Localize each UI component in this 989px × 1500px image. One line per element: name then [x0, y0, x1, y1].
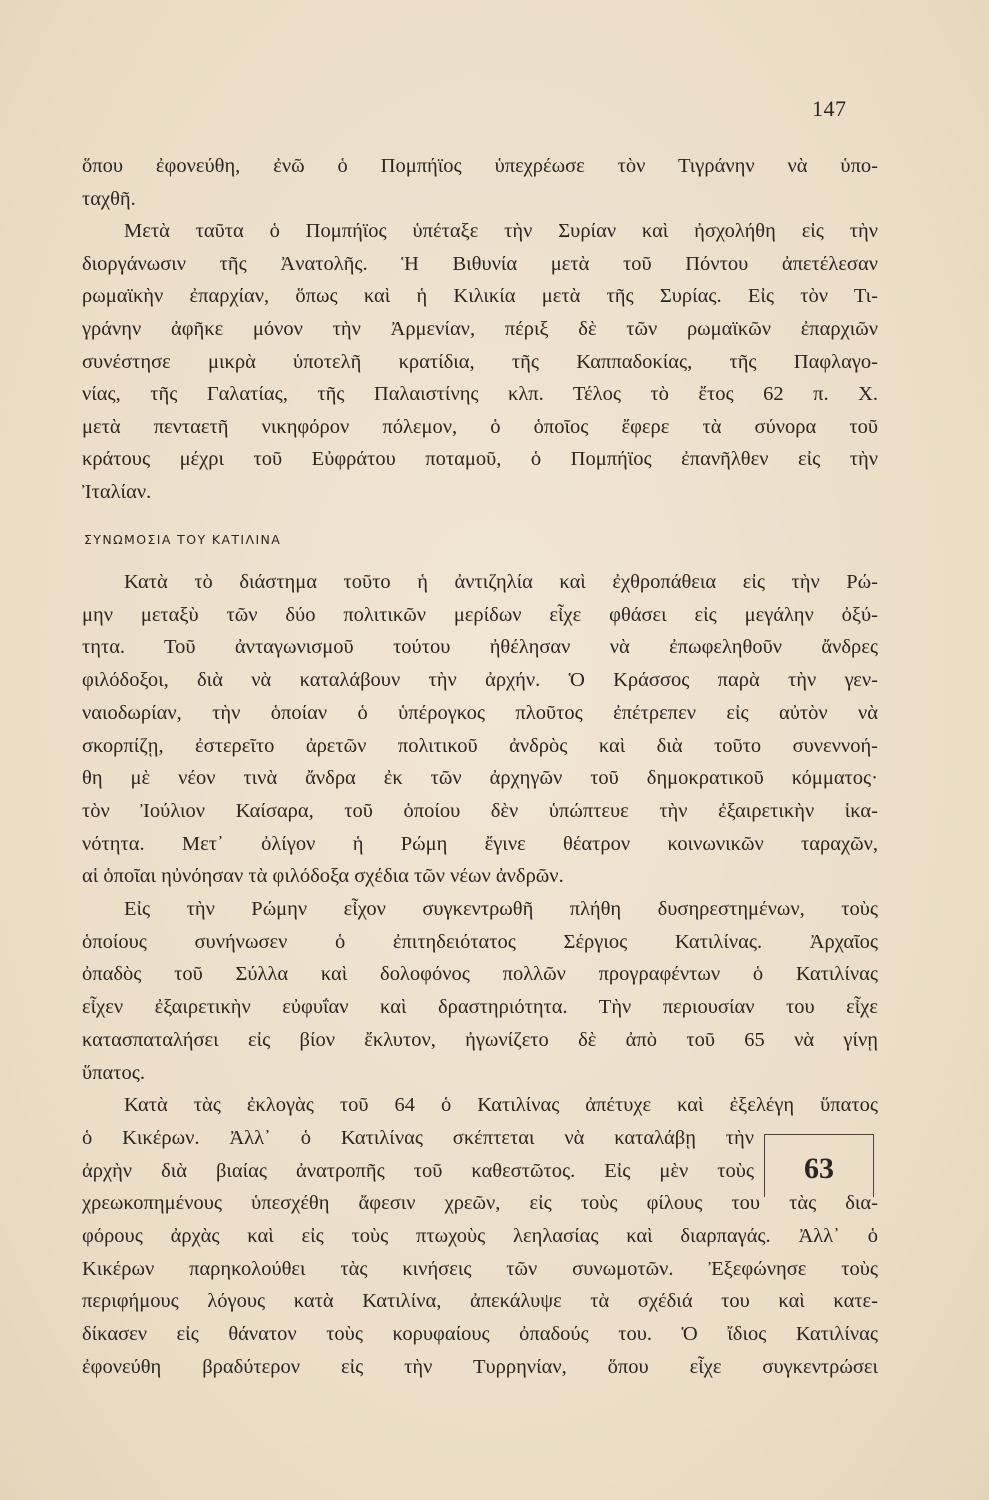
text-line: θη μὲ νέον τινὰ ἄνδρα ἐκ τῶν ἀρχηγῶν τοῦ δημοκρατικοῦ κόμματος·: [82, 767, 878, 790]
text-line: ὕπατος.: [82, 1061, 145, 1084]
section-heading: ΣΥΝΩΜΟΣΙΑ ΤΟΥ ΚΑΤΙΛΙΝΑ: [84, 532, 282, 547]
text-line: αἱ ὁποῖαι ηὐνόησαν τὰ φιλόδοξα σχέδια τῶν νέων ἀνδρῶν.: [82, 865, 564, 888]
text-line: εἶχεν ἐξαιρετικὴν εὐφυΐαν καὶ δραστηριότητα. Τὴν περιουσίαν του εἶχε: [82, 996, 878, 1019]
text-line: Κατὰ τὰς ἐκλογὰς τοῦ 64 ὁ Κατιλίνας ἀπέτυχε καὶ ἐξελέγη ὕπατος: [124, 1094, 878, 1117]
handwritten-page-mark: 63: [804, 1152, 834, 1185]
text-line: δίκασεν εἰς θάνατον τοὺς κορυφαίους ὀπαδούς του. Ὁ ἴδιος Κατιλίνας: [82, 1323, 878, 1346]
text-line: σκορπίζῃ, ἐστερεῖτο ἀρετῶν πολιτικοῦ ἀνδρὸς καὶ διὰ τοῦτο συνεννοή-: [82, 734, 878, 757]
text-line: ὁποίους συνήνωσεν ὁ ἐπιτηδειότατος Σέργιος Κατιλίνας. Ἀρχαῖος: [82, 930, 878, 953]
text-line: φόρους ἀρχὰς καὶ εἰς τοὺς πτωχοὺς λεηλασίας καὶ διαρπαγάς. Ἀλλ᾽ ὁ: [82, 1225, 878, 1247]
text-line: ὅπου ἐφονεύθη, ἐνῶ ὁ Πομπήϊος ὑπεχρέωσε τὸν Τιγράνην νὰ ὑπο-: [82, 155, 878, 177]
text-line: Εἰς τὴν Ρώμην εἶχον συγκεντρωθῆ πλήθη δυσηρεστημένων, τοὺς: [124, 898, 878, 920]
text-line: ρωμαϊκὴν ἐπαρχίαν, ὅπως καὶ ἡ Κιλικία μετὰ τῆς Συρίας. Εἰς τὸν Τι-: [82, 285, 878, 308]
text-line: διοργάνωσιν τῆς Ἀνατολῆς. Ἡ Βιθυνία μετὰ τοῦ Πόντου ἀπετέλεσαν: [82, 252, 878, 275]
text-line: τητα. Τοῦ ἀνταγωνισμοῦ τούτου ἠθέλησαν νὰ ἐπωφεληθοῦν ἄνδρες: [82, 636, 878, 659]
text-line: ταχθῆ.: [82, 187, 136, 210]
text-line: νίας, τῆς Γαλατίας, τῆς Παλαιστίνης κλπ. Τέλος τὸ ἔτος 62 π. Χ.: [82, 383, 878, 406]
page-number: 147: [812, 96, 847, 121]
text-line: Κατὰ τὸ διάστημα τοῦτο ἡ ἀντιζηλία καὶ ἐχθροπάθεια εἰς τὴν Ρώ-: [124, 571, 878, 593]
text-line: ἀρχὴν διὰ βιαίας ἀνατροπῆς τοῦ καθεστῶτος. Εἰς μὲν τοὺς: [82, 1159, 754, 1182]
text-line: συνέστησε μικρὰ ὑποτελῆ κρατίδια, τῆς Καππαδοκίας, τῆς Παφλαγο-: [82, 350, 878, 373]
text-line: ὁ Κικέρων. Ἀλλ᾽ ὁ Κατιλίνας σκέπτεται νὰ καταλάβῃ τὴν: [82, 1126, 754, 1149]
text-line: χρεωκοπημένους ὑπεσχέθη ἄφεσιν χρεῶν, εἰς τοὺς φίλους του τὰς δια-: [82, 1192, 878, 1215]
text-line: τὸν Ἰούλιον Καίσαρα, τοῦ ὁποίου δὲν ὑπώπτευε τὴν ἐξαιρετικὴν ἱκα-: [82, 799, 878, 822]
text-line: κράτους μέχρι τοῦ Εὐφράτου ποταμοῦ, ὁ Πομπήϊος ἐπανῆλθεν εἰς τὴν: [82, 448, 878, 471]
text-line: φιλόδοξοι, διὰ νὰ καταλάβουν τὴν ἀρχήν. Ὁ Κράσσος παρὰ τὴν γεν-: [82, 669, 878, 692]
text-line: Ἰταλίαν.: [82, 481, 152, 503]
text-line: Κικέρων παρηκολούθει τὰς κινήσεις τῶν συνωμοτῶν. Ἐξεφώνησε τοὺς: [82, 1257, 878, 1280]
text-line: μην μεταξὺ τῶν δύο πολιτικῶν μερίδων εἶχε φθάσει εἰς μεγάλην ὀξύ-: [82, 603, 878, 626]
text-line: ὀπαδὸς τοῦ Σύλλα καὶ δολοφόνος πολλῶν προγραφέντων ὁ Κατιλίνας: [82, 963, 878, 986]
text-line: κατασπαταλήσει εἰς βίον ἔκλυτον, ἠγωνίζετο δὲ ἀπὸ τοῦ 65 νὰ γίνῃ: [82, 1028, 878, 1051]
text-line: νότητα. Μετ᾽ ὀλίγον ἡ Ρώμη ἔγινε θέατρον κοινωνικῶν ταραχῶν,: [82, 832, 878, 855]
text-line: ναιοδωρίαν, τὴν ὁποίαν ὁ ὑπέρογκος πλοῦτος ἐπέτρεπεν εἰς αὐτὸν νὰ: [82, 701, 878, 724]
text-line: Μετὰ ταῦτα ὁ Πομπήϊος ὑπέταξε τὴν Συρίαν καὶ ἠσχολήθη εἰς τὴν: [124, 220, 878, 243]
text-line: γράνην ἀφῆκε μόνον τὴν Ἀρμενίαν, πέριξ δὲ τῶν ρωμαϊκῶν ἐπαρχιῶν: [82, 318, 878, 340]
text-line: ἐφονεύθη βραδύτερον εἰς τὴν Τυρρηνίαν, ὅπου εἶχε συγκεντρώσει: [82, 1355, 878, 1378]
text-line: περιφήμους λόγους κατὰ Κατιλίνα, ἀπεκάλυψε τὰ σχέδιά του καὶ κατε-: [82, 1290, 878, 1313]
text-line: μετὰ πενταετῆ νικηφόρον πόλεμον, ὁ ὁποῖος ἔφερε τὰ σύνορα τοῦ: [82, 415, 878, 438]
